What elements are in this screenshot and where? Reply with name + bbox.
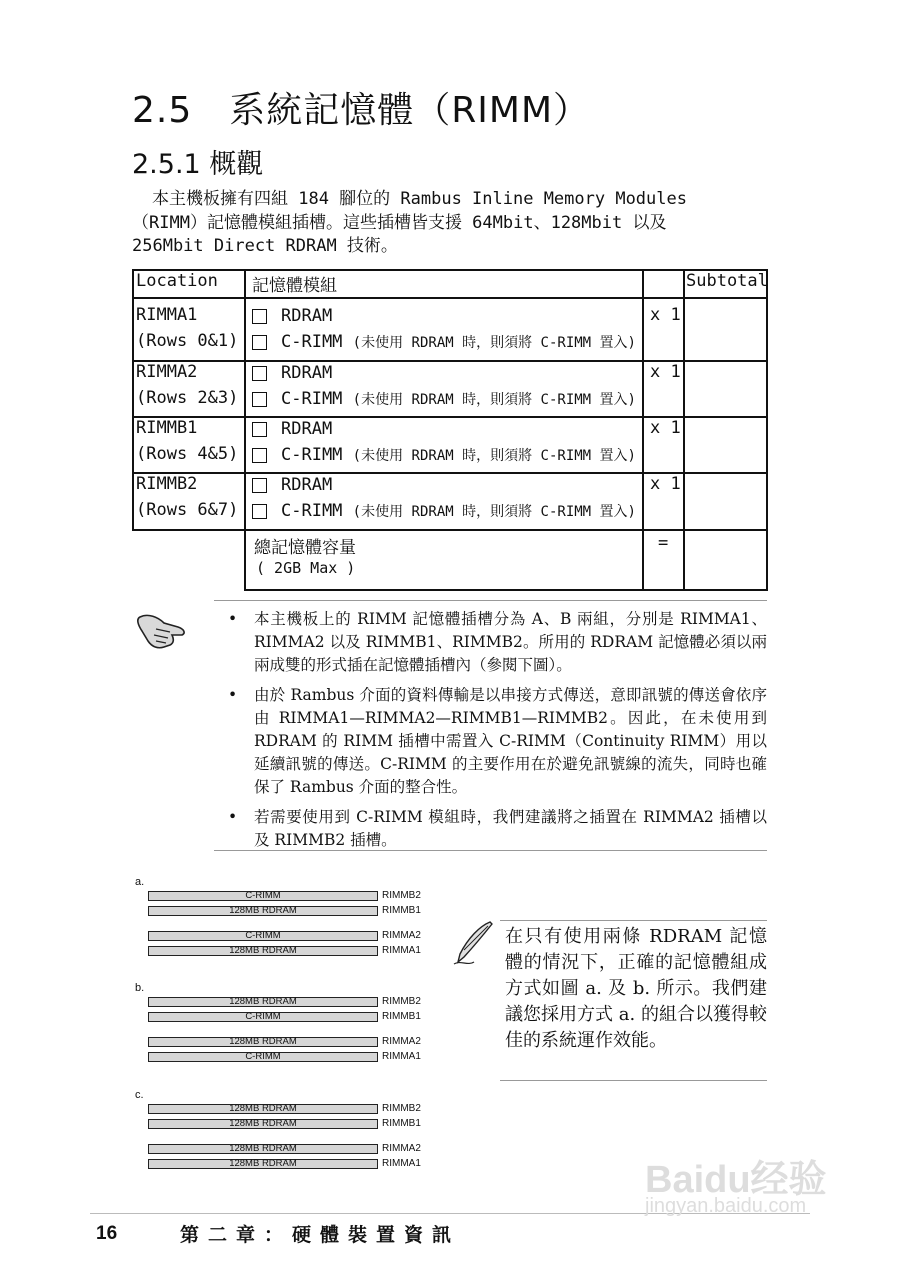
memory-module: 128MB RDRAM [148,1144,378,1154]
diagram-label: a. [135,876,145,888]
slot-name: RIMMA1 [382,945,421,956]
row-location-rows: (Rows 4&5) [136,444,239,464]
side-note-divider-bottom [500,1080,767,1081]
row-location-name: RIMMA1 [136,305,198,325]
row-location-rows: (Rows 0&1) [136,331,239,351]
option-crimm: C-RIMM (未使用 RDRAM 時，則須將 C-RIMM 置入) [252,445,636,465]
memory-module: C-RIMM [148,931,378,941]
crimm-checkbox[interactable] [252,448,267,463]
section-title: 2.5 系統記憶體（RIMM） [132,90,591,131]
intro-paragraph [132,188,768,259]
intro-line: 本主機板擁有四組 184 腳位的 Rambus Inline Memory Modules [152,189,687,209]
total-equals: = [658,533,669,553]
memory-module: 128MB RDRAM [148,1119,378,1129]
rdram-checkbox[interactable] [252,422,267,437]
crimm-checkbox[interactable] [252,504,267,519]
crimm-checkbox[interactable] [252,392,267,407]
memory-module: 128MB RDRAM [148,946,378,956]
header-module: 記憶體模組 [252,276,337,296]
note-divider-bottom [214,850,767,851]
slot-name: RIMMB1 [382,1118,421,1129]
subsection-title: 2.5.1 概觀 [132,149,264,180]
option-rdram: RDRAM [252,475,332,495]
side-note: 在只有使用兩條 RDRAM 記憶體的情況下，正確的記憶體組成方式如圖 a. 及 b. 所示。我們建議您採用方式 a. 的組合以獲得較佳的系統運作效能。 [505,926,767,1051]
notes-list [222,608,767,859]
memory-module: C-RIMM [148,1012,378,1022]
note-divider-top [214,600,767,601]
row-location-name: RIMMB2 [136,474,198,494]
memory-module: C-RIMM [148,891,378,901]
row-location-rows: (Rows 6&7) [136,500,239,520]
slot-name: RIMMA1 [382,1158,421,1169]
slot-name: RIMMA1 [382,1051,421,1062]
option-rdram: RDRAM [252,363,332,383]
crimm-checkbox[interactable] [252,335,267,350]
rdram-checkbox[interactable] [252,366,267,381]
chapter-title: 第二章：硬體裝置資訊 [180,1224,461,1246]
row-quantity: x 1 [650,418,681,438]
memory-table [132,269,768,591]
row-quantity: x 1 [650,305,681,325]
page-number: 16 [96,1223,118,1244]
memory-module: 128MB RDRAM [148,997,378,1007]
slot-name: RIMMA2 [382,930,421,941]
option-rdram: RDRAM [252,306,332,326]
option-crimm: C-RIMM (未使用 RDRAM 時，則須將 C-RIMM 置入) [252,501,636,521]
row-quantity: x 1 [650,362,681,382]
option-crimm: C-RIMM (未使用 RDRAM 時，則須將 C-RIMM 置入) [252,332,636,352]
row-quantity: x 1 [650,474,681,494]
hand-pointer-icon [134,607,190,653]
note-item: • 若需要使用到 C-RIMM 模組時，我們建議將之插置在 RIMMA2 插槽以及 RIMMB2 插槽。 [228,808,767,849]
diagram-label: c. [135,1089,144,1101]
intro-line: 256Mbit Direct RDRAM 技術。 [132,236,398,256]
slot-name: RIMMB2 [382,996,421,1007]
slot-name: RIMMB1 [382,1011,421,1022]
row-location-name: RIMMB1 [136,418,198,438]
slot-name: RIMMB1 [382,905,421,916]
watermark-url: jingyan.baidu.com [645,1195,807,1217]
side-note-divider-top [500,920,767,921]
note-item: • 本主機板上的 RIMM 記憶體插槽分為 A、B 兩組，分別是 RIMMA1、RIMMA2 以及 RIMMB1、RIMMB2。所用的 RDRAM 記憶體必須以兩兩成雙的形式插在記憶體插槽內（參閱下圖）。 [228,610,767,674]
memory-module: 128MB RDRAM [148,1037,378,1047]
slot-name: RIMMA2 [382,1036,421,1047]
slot-name: RIMMA2 [382,1143,421,1154]
row-location-rows: (Rows 2&3) [136,388,239,408]
memory-module: 128MB RDRAM [148,1159,378,1169]
pen-icon [450,920,496,968]
memory-module: 128MB RDRAM [148,1104,378,1114]
watermark-logo: Baidu经验 [645,1159,827,1201]
slot-name: RIMMB2 [382,890,421,901]
intro-line: （RIMM）記憶體模組插槽。這些插槽皆支援 64Mbit、128Mbit 以及 [132,212,667,233]
memory-module: 128MB RDRAM [148,906,378,916]
total-max: ( 2GB Max ) [256,559,356,577]
header-subtotal: Subtotal [686,271,768,291]
row-location-name: RIMMA2 [136,362,198,382]
header-location: Location [136,271,218,291]
rdram-checkbox[interactable] [252,309,267,324]
memory-module: C-RIMM [148,1052,378,1062]
option-crimm: C-RIMM (未使用 RDRAM 時，則須將 C-RIMM 置入) [252,389,636,409]
diagram-label: b. [135,982,145,994]
option-rdram: RDRAM [252,419,332,439]
rdram-checkbox[interactable] [252,478,267,493]
slot-name: RIMMB2 [382,1103,421,1114]
note-item: • 由於 Rambus 介面的資料傳輸是以串接方式傳送，意即訊號的傳送會依序由 RIMMA1—RIMMA2—RIMMB1—RIMMB2。因此，在未使用到 RDRAM 的 RIMM 插槽中需置入 C-RIMM（Continuity RIMM）用以延續訊號的傳送。C-RIMM 的主要作用在於避免訊號線的流失，同時也確保了 Rambus 介面的整合性。 [228,686,767,796]
total-label: 總記憶體容量 [254,538,356,558]
